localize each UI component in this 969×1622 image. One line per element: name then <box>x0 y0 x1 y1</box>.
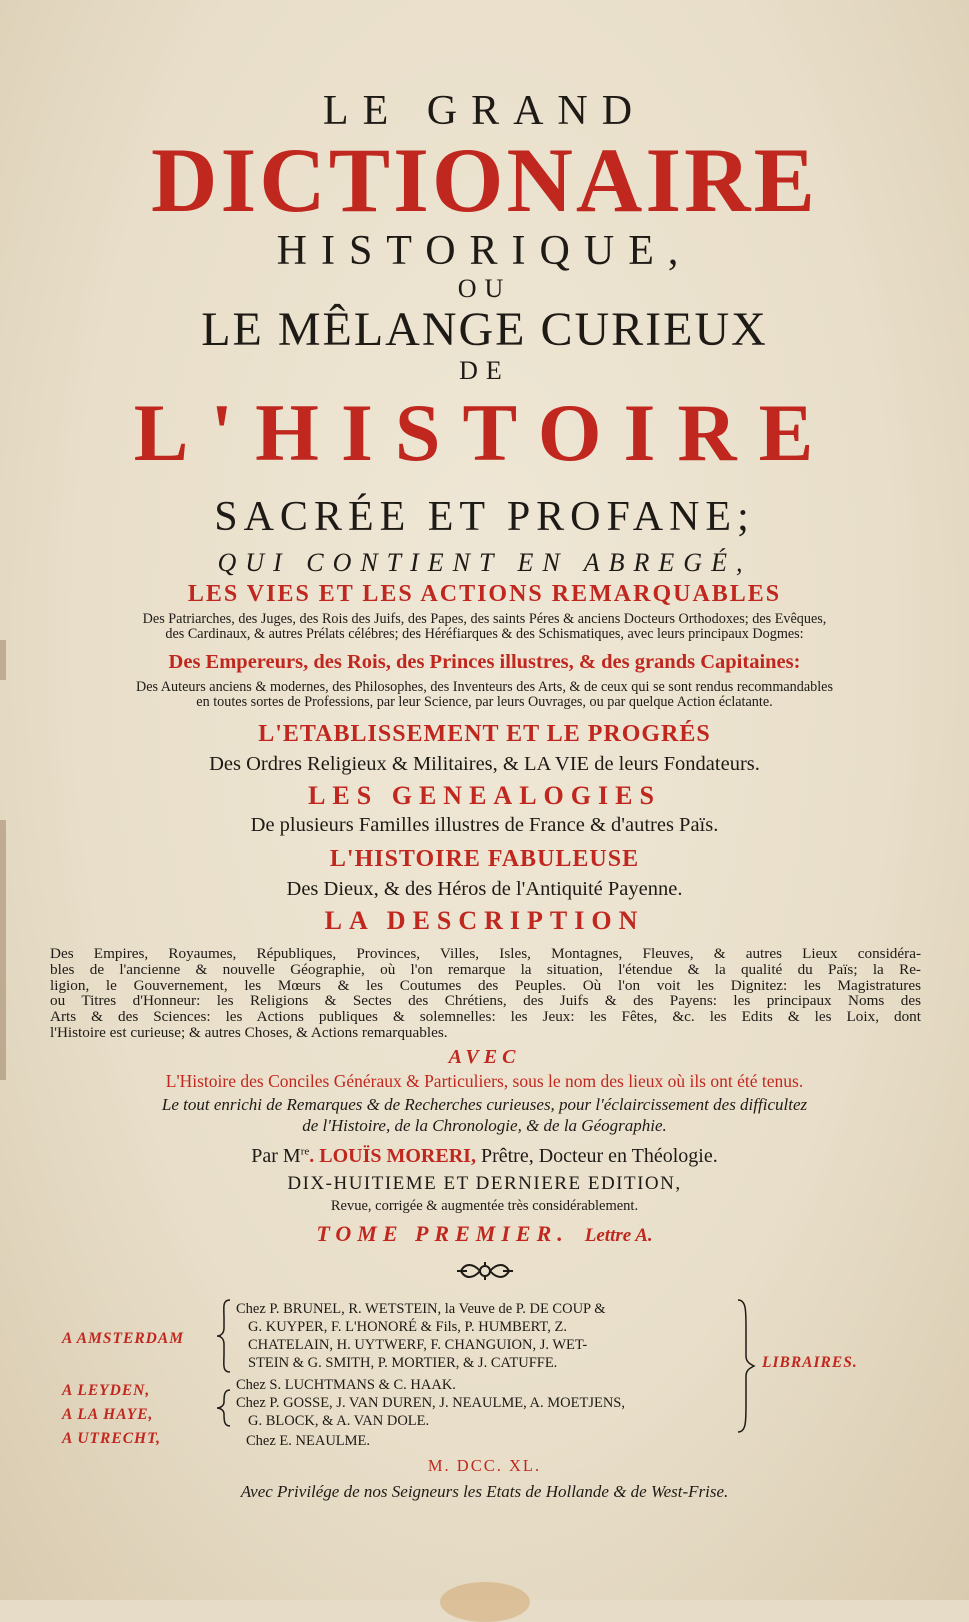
imprint-block <box>40 1296 929 1456</box>
brace-libraires-icon <box>736 1298 756 1434</box>
title-dictionaire: DICTIONAIRE <box>151 129 818 231</box>
description-line: Des Empires, Royaumes, Républiques, Provinces, Villes, Isles, Montagnes, Fleuves, & autres Lieux considéra- <box>50 944 921 962</box>
title-de: DE <box>459 356 510 385</box>
heading-description: LA DESCRIPTION <box>324 905 645 935</box>
publisher-haye-1: Chez P. GOSSE, J. VAN DUREN, J. NEAULME, A. MOETJENS, <box>236 1395 625 1412</box>
fleuron-ornament-icon <box>455 1259 515 1283</box>
publisher-amsterdam-3: CHATELAIN, H. UYTWERF, F. CHANGUION, J. WET- <box>248 1337 588 1354</box>
description-line: Arts & des Sciences: les Actions publiques & solemnelles: les Jeux: les Fêtes, &c. les Edits & les Loix, dont <box>50 1008 921 1026</box>
tome-premier: TOME PREMIER. <box>316 1221 569 1247</box>
page-edge-wear <box>0 820 6 1080</box>
city-la-haye: A LA HAYE, <box>62 1406 154 1424</box>
city-amsterdam: A AMSTERDAM <box>62 1330 184 1348</box>
text-auteurs-2: en toutes sortes de Professions, par leur Science, par leurs Ouvrages, ou par quelque Action éclatante. <box>196 694 773 711</box>
heading-avec: AVEC <box>448 1046 521 1069</box>
publisher-amsterdam-1: Chez P. BRUNEL, R. WETSTEIN, la Veuve de P. DE COUP & <box>236 1301 606 1318</box>
publication-date: M. DCC. XL. <box>427 1456 542 1476</box>
author-par: Par M <box>251 1144 301 1167</box>
heading-genealogies: LES GENEALOGIES <box>308 780 661 810</box>
author-name: . LOUÏS MORERI, <box>309 1144 476 1167</box>
text-enrichi-1: Le tout enrichi de Remarques & de Recherches curieuses, pour l'éclaircissement des difficultez <box>161 1094 808 1114</box>
text-familles: De plusieurs Familles illustres de France & d'autres Païs. <box>250 813 719 836</box>
description-line: l'Histoire est curieuse; & autres Choses, & Actions remarquables. <box>50 1024 448 1042</box>
text-auteurs-1: Des Auteurs anciens & modernes, des Philosophes, des Inventeurs des Arts, & de ceux qui se sont rendus recommandables <box>135 679 833 696</box>
title-sacree-et-profane: SACRÉE ET PROFANE; <box>214 494 755 540</box>
city-leyden: A LEYDEN, <box>62 1382 151 1400</box>
text-conciles: L'Histoire des Conciles Généraux & Particuliers, sous le nom des lieux où ils ont été tenus. <box>165 1071 804 1092</box>
privilege-line: Avec Privilége de nos Seigneurs les Etats de Hollande & de West-Frise. <box>240 1481 729 1501</box>
subtitle-qui-contient: QUI CONTIENT EN ABREGÉ, <box>217 548 752 577</box>
author-line <box>40 1146 929 1166</box>
publisher-leyden: Chez S. LUCHTMANS & C. HAAK. <box>236 1377 456 1394</box>
page-edge-wear <box>0 640 6 680</box>
title-ou: OU <box>457 274 512 303</box>
description-line: ligion, le Gouvernement, les Mœurs & les Coutumes des Peuples. Où l'on voit les Dignitez: les Magistratures <box>50 976 921 994</box>
heading-etablissement: L'ETABLISSEMENT ET LE PROGRÉS <box>258 721 711 748</box>
tome-lettre: Lettre A. <box>584 1225 653 1247</box>
text-patriarches-2: des Cardinaux, & autres Prélats célébres; des Héréfiarques & des Schismatiques, avec leurs principaux Dogmes: <box>165 625 804 642</box>
publisher-amsterdam-4: STEIN & G. SMITH, P. MORTIER, & J. CATUFFE. <box>248 1355 558 1372</box>
title-melange-curieux: LE MÊLANGE CURIEUX <box>201 303 768 356</box>
edition-revue: Revue, corrigée & augmentée très considérablement. <box>330 1197 639 1214</box>
text-enrichi-2: de l'Histoire, de la Chronologie, & de la Géographie. <box>302 1116 667 1136</box>
description-paragraph <box>50 946 921 1042</box>
text-ordres: Des Ordres Religieux & Militaires, & LA VIE de leurs Fondateurs. <box>209 753 760 776</box>
title-histoire: L'HISTOIRE <box>133 387 836 478</box>
tome-line <box>40 1223 929 1245</box>
publisher-haye-2: G. BLOCK, & A. VAN DOLE. <box>248 1413 430 1430</box>
heading-vies-actions: LES VIES ET LES ACTIONS REMARQUABLES <box>187 581 782 607</box>
publisher-utrecht: Chez E. NEAULME. <box>246 1433 371 1450</box>
brace-amsterdam-icon <box>216 1298 232 1374</box>
brace-haye-icon <box>216 1388 232 1428</box>
paper-stain <box>440 1582 530 1622</box>
city-utrecht: A UTRECHT, <box>62 1430 162 1448</box>
author-role: Prêtre, Docteur en Théologie. <box>475 1144 718 1167</box>
publisher-amsterdam-2: G. KUYPER, F. L'HONORÉ & Fils, P. HUMBERT, Z. <box>248 1319 567 1336</box>
description-line: ou Titres d'Honneur: les Religions & Sectes des Chrétiens, des Juifs & des Payens: les principaux Noms des <box>50 992 921 1010</box>
text-patriarches-1: Des Patriarches, des Juges, des Rois des Juifs, des Papes, des saints Péres & anciens Docteurs Orthodoxes; des Evêques, <box>142 611 827 627</box>
heading-histoire-fabuleuse: L'HISTOIRE FABULEUSE <box>329 846 640 873</box>
libraires-label: LIBRAIRES. <box>762 1354 858 1372</box>
author-sup: re <box>300 1145 310 1158</box>
text-dieux: Des Dieux, & des Héros de l'Antiquité Payenne. <box>286 878 683 901</box>
edition-line: DIX-HUITIEME ET DERNIERE EDITION, <box>287 1172 682 1194</box>
heading-empereurs: Des Empereurs, des Rois, des Princes illustres, & des grands Capitaines: <box>168 650 801 673</box>
description-line: bles de l'ancienne & nouvelle Géographie, où l'on remarque la situation, l'étendue & la qualité du Païs; la Re- <box>50 960 921 978</box>
title-le-grand: LE GRAND <box>322 88 647 134</box>
title-historique: HISTORIQUE, <box>276 228 693 274</box>
